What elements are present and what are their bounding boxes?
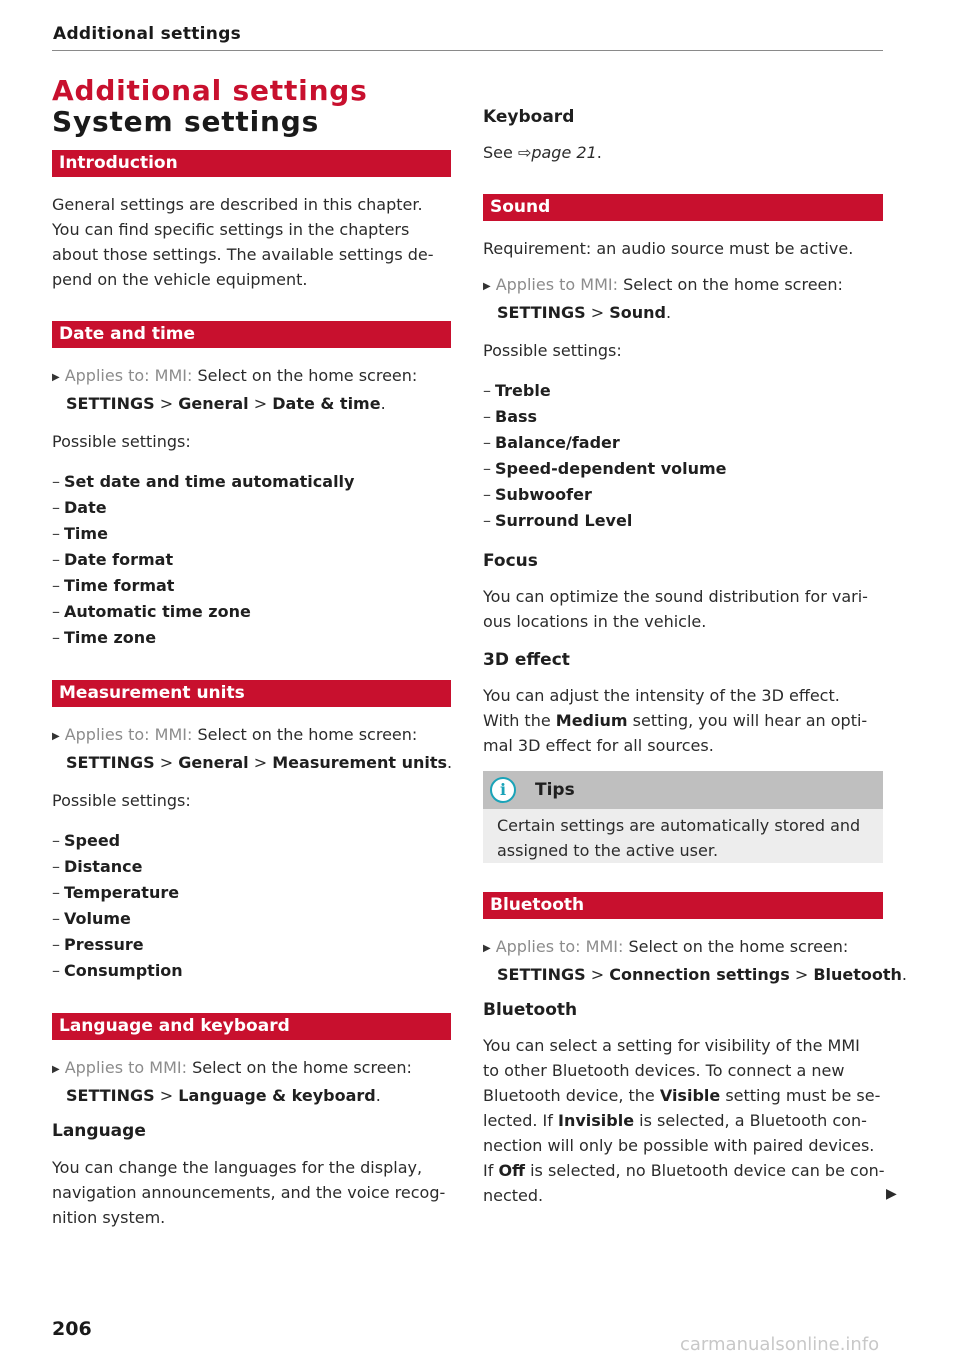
- list-item: – Automatic time zone: [52, 602, 251, 621]
- reference-line: See ⇨page 21.: [483, 143, 602, 162]
- instruction-text: Select on the home screen:: [197, 366, 418, 385]
- path-separator: >: [159, 1086, 174, 1105]
- path-separator: >: [159, 753, 174, 772]
- list-item: – Bass: [483, 407, 538, 426]
- list-item: – Speed-dependent volume: [483, 459, 727, 478]
- path-step: Connection settings: [609, 965, 790, 984]
- list-item: – Treble: [483, 381, 551, 400]
- text-line: You can find specific settings in the chapters: [52, 220, 410, 239]
- text-line: about those settings. The available settings de-: [52, 245, 434, 264]
- text-line: General settings are described in this chapter.: [52, 195, 423, 214]
- path-step: SETTINGS: [66, 753, 155, 772]
- date-time-instruction: [52, 363, 451, 416]
- subheading-focus: Focus: [483, 551, 538, 571]
- list-item: – Date format: [52, 550, 174, 569]
- instruction-line: [52, 363, 451, 391]
- menu-path: SETTINGS > Language & keyboard.: [66, 1086, 381, 1105]
- header-rule: [52, 50, 883, 51]
- path-step: SETTINGS: [66, 1086, 155, 1105]
- path-step: Bluetooth: [813, 965, 902, 984]
- tips-text: [497, 813, 860, 863]
- list-item: – Time zone: [52, 628, 157, 647]
- bluetooth-text: [483, 1033, 883, 1208]
- subheading-3d-effect: 3D effect: [483, 650, 570, 670]
- page-reference-link[interactable]: page 21: [531, 143, 597, 162]
- text-line: With the Medium setting, you will hear an opti-: [483, 711, 868, 730]
- path-separator: >: [253, 753, 268, 772]
- bullet-triangle-icon: ▶: [52, 731, 60, 742]
- subheading-keyboard: Keyboard: [483, 107, 575, 127]
- instruction-line: [483, 272, 883, 300]
- tips-header: [483, 771, 883, 809]
- instruction-text: Select on the home screen:: [628, 937, 849, 956]
- text-line: You can optimize the sound distribution for vari-: [483, 587, 868, 606]
- instruction-line: [483, 934, 883, 962]
- section-heading-introduction: Introduction: [52, 150, 451, 177]
- tips-label: Tips: [535, 780, 575, 800]
- section-heading-measurement-units: Measurement units: [52, 680, 451, 707]
- 3d-effect-text: [483, 683, 883, 758]
- keyboard-reference: [483, 140, 883, 165]
- possible-settings-label: Possible settings:: [52, 791, 191, 810]
- instruction-text: Select on the home screen:: [197, 725, 418, 744]
- sound-instruction: [483, 272, 883, 325]
- bullet-triangle-icon: ▶: [483, 943, 491, 954]
- text-line: navigation announcements, and the voice recog-: [52, 1183, 446, 1202]
- text-line: Bluetooth device, the Visible setting must be se-: [483, 1086, 881, 1105]
- watermark: carmanualsonline.info: [680, 1334, 880, 1355]
- list-item: – Date: [52, 498, 107, 517]
- section-heading-date-time: Date and time: [52, 321, 451, 348]
- language-text: [52, 1155, 451, 1230]
- path-separator: >: [590, 965, 605, 984]
- reference-arrow-icon: ⇨: [517, 143, 532, 162]
- text-line: nition system.: [52, 1208, 166, 1227]
- tips-box: [483, 771, 883, 863]
- menu-path: SETTINGS > General > Date & time.: [66, 394, 386, 413]
- list-item: – Surround Level: [483, 511, 633, 530]
- applies-to: Applies to: MMI:: [64, 366, 193, 385]
- instruction-line: [52, 1055, 451, 1083]
- introduction-text: [52, 192, 451, 292]
- page-header-title: Additional settings: [53, 24, 242, 44]
- text-line: You can change the languages for the display,: [52, 1158, 423, 1177]
- list-item: – Speed: [52, 831, 121, 850]
- chapter-title: Additional settings: [52, 74, 368, 107]
- path-step: SETTINGS: [497, 303, 586, 322]
- applies-to: Applies to MMI:: [495, 275, 618, 294]
- text-line: You can adjust the intensity of the 3D effect.: [483, 686, 840, 705]
- path-step: Language & keyboard: [178, 1086, 376, 1105]
- bluetooth-instruction: [483, 934, 907, 987]
- applies-to: Applies to: MMI:: [64, 725, 193, 744]
- section-heading-sound: Sound: [483, 194, 883, 221]
- focus-text: [483, 584, 883, 634]
- path-separator: >: [253, 394, 268, 413]
- list-item: – Set date and time automatically: [52, 472, 355, 491]
- list-item: – Subwoofer: [483, 485, 592, 504]
- see-text: See: [483, 143, 513, 162]
- menu-path: SETTINGS > Sound.: [497, 303, 672, 322]
- path-separator: >: [794, 965, 809, 984]
- measurement-instruction: [52, 722, 451, 775]
- continue-arrow-icon: ▶: [886, 1186, 897, 1202]
- list-item: – Consumption: [52, 961, 183, 980]
- applies-to: Applies to: MMI:: [495, 937, 624, 956]
- text-line: You can select a setting for visibility of the MMI: [483, 1036, 860, 1055]
- text-line: pend on the vehicle equipment.: [52, 270, 308, 289]
- text-line: If Off is selected, no Bluetooth device can be con-: [483, 1161, 885, 1180]
- info-icon: i: [490, 777, 516, 803]
- text-line: ous locations in the vehicle.: [483, 612, 707, 631]
- page-number: 206: [52, 1318, 92, 1340]
- path-step: Date & time: [272, 394, 381, 413]
- list-item: – Distance: [52, 857, 143, 876]
- text-line: nection will only be possible with paired devices.: [483, 1136, 875, 1155]
- instruction-line: [52, 722, 451, 750]
- list-item: – Time format: [52, 576, 175, 595]
- possible-settings-label: Possible settings:: [52, 432, 191, 451]
- subheading-bluetooth: Bluetooth: [483, 1000, 578, 1020]
- date-time-settings-list: [52, 469, 354, 651]
- subheading-language: Language: [52, 1121, 146, 1141]
- language-instruction: [52, 1055, 451, 1108]
- list-item: – Balance/fader: [483, 433, 620, 452]
- path-step: Measurement units: [272, 753, 448, 772]
- bullet-triangle-icon: ▶: [52, 372, 60, 383]
- list-item: – Time: [52, 524, 108, 543]
- instruction-text: Select on the home screen:: [192, 1058, 412, 1077]
- text-line: Certain settings are automatically stored and: [497, 816, 861, 835]
- text-line: lected. If Invisible is selected, a Bluetooth con-: [483, 1111, 867, 1130]
- path-step: General: [178, 753, 249, 772]
- path-step: Sound: [609, 303, 666, 322]
- sound-settings-list: [483, 378, 727, 534]
- path-separator: >: [590, 303, 605, 322]
- bullet-triangle-icon: ▶: [483, 281, 491, 292]
- measurement-settings-list: [52, 828, 183, 984]
- path-step: General: [178, 394, 249, 413]
- list-item: – Volume: [52, 909, 131, 928]
- applies-to: Applies to MMI:: [64, 1058, 187, 1077]
- path-step: SETTINGS: [497, 965, 586, 984]
- list-item: – Temperature: [52, 883, 180, 902]
- list-item: – Pressure: [52, 935, 144, 954]
- bullet-triangle-icon: ▶: [52, 1064, 60, 1075]
- section-heading-language-keyboard: Language and keyboard: [52, 1013, 451, 1040]
- possible-settings-label: Possible settings:: [483, 341, 622, 360]
- path-separator: >: [159, 394, 174, 413]
- text-line: assigned to the active user.: [497, 841, 719, 860]
- instruction-text: Select on the home screen:: [623, 275, 843, 294]
- text-line: to other Bluetooth devices. To connect a new: [483, 1061, 845, 1080]
- menu-path: SETTINGS > General > Measurement units.: [66, 753, 453, 772]
- text-line: nected.: [483, 1186, 544, 1205]
- sound-requirement: Requirement: an audio source must be active.: [483, 239, 854, 258]
- menu-path: SETTINGS > Connection settings > Bluetooth.: [497, 965, 907, 984]
- section-heading-bluetooth: Bluetooth: [483, 892, 883, 919]
- path-step: SETTINGS: [66, 394, 155, 413]
- chapter-subtitle: System settings: [52, 105, 320, 138]
- text-line: mal 3D effect for all sources.: [483, 736, 714, 755]
